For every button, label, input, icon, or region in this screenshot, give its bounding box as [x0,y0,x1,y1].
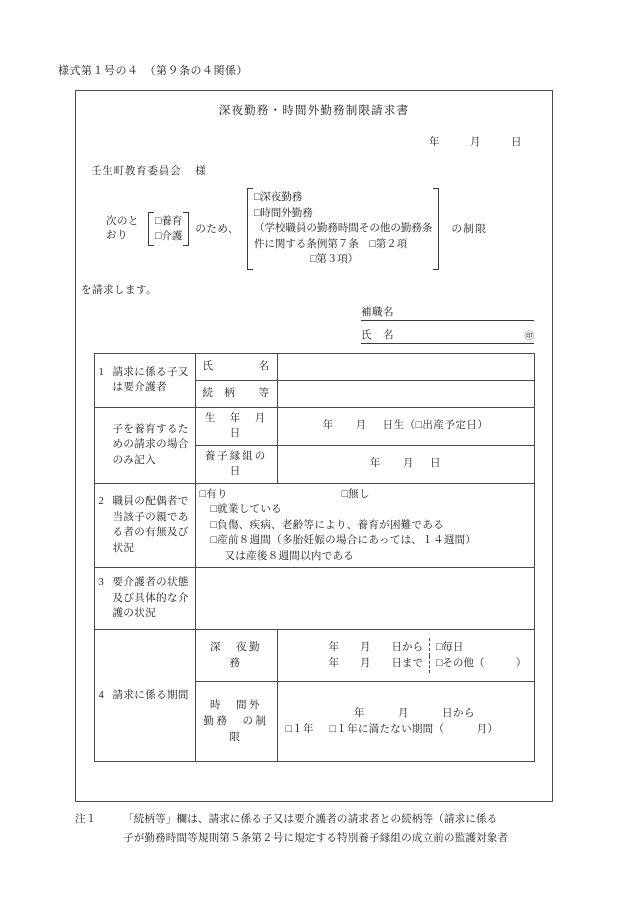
night-work-label [195,630,277,682]
overtime-option-one-year[interactable]: □１年 [285,723,314,735]
overtime-value-cell [277,682,534,762]
night-to-line[interactable]: 年 月 日まで [328,657,423,669]
row1b-header-label: 子を養育するための請求の場合のみ記入 [112,423,189,466]
spouse-presence-row [200,487,530,503]
night-option-other[interactable]: □その他（ ） [430,656,534,674]
date-month-label: 月 [470,137,481,148]
row3-value[interactable] [195,568,534,630]
birth-day-suffix[interactable]: 日生（□出産予定日） [382,420,489,432]
target-ordinance-line1: （学校職員の勤務時間その他の勤務条 [253,223,433,234]
overtime-label [195,682,282,762]
adopt-day-label: 日 [430,458,441,470]
form-code: 様式第１号の４ （第９条の４関係） [58,65,248,77]
footnotes [75,810,575,848]
target-ordinance-line2[interactable]: 件に関する条例第７条 □第２項 [253,238,408,250]
spouse-option-no[interactable]: □無し [341,488,370,500]
spouse-option-yes[interactable]: □有り [199,488,228,500]
spouse-option-difficulty[interactable]: □負傷、疾病、老齢等により、養育が困難である [210,519,444,531]
name-label: 氏 名 [361,329,394,341]
row4-header-cell [94,630,195,762]
row1-header-label: 請求に係る子又は要介護者 [112,366,189,393]
addressee-honorific: 様 [195,166,207,177]
row1-sub1-value[interactable] [277,353,534,380]
request-clause [76,188,552,270]
date-line [76,134,552,149]
document-title: 深夜勤務・時間外勤務制限請求書 [218,105,410,117]
night-from-line[interactable]: 年 月 日から [328,642,423,653]
row1b-sub1-value[interactable] [277,407,534,445]
name-field-row[interactable] [361,330,534,344]
night-work-label-text: 深 夜勤 務 [210,641,275,669]
row3-number: 3 [98,577,105,589]
overtime-option-less-than-year[interactable]: □１年に満たない期間（ 月） [329,723,499,735]
position-label: 補職名 [361,306,394,318]
reason-bracket [148,212,189,246]
target-ordinance-line3[interactable]: □第３項） [309,254,359,265]
footnote-1-line1: 「続柄等」欄は、請求に係る子又は要介護者の請求者との続柄等（請求に係る [123,814,498,825]
clause-for-text: のため、 [195,224,239,236]
addressee [76,163,552,178]
footnote-1-line2: 子が勤務時間等規則第５条第２号に規定する特別養子縁組の成立前の監護対象者 [123,833,509,844]
row1-header-cell [94,353,195,407]
target-bracket [247,188,440,270]
overtime-label-text: 時 間外 勤務 の制 限 [203,699,282,743]
table-row-care-status [94,568,534,630]
adopt-year-label: 年 [370,458,381,470]
row1b-sub1-label [195,407,280,445]
row1-sub2-label-right: 等 [258,387,270,399]
date-year-label: 年 [429,137,440,148]
table-row-spouse [94,483,534,568]
table-row-period-night [94,630,534,682]
row1-sub1-label [195,353,277,380]
row1b-header-cell [94,407,195,483]
target-option-overtime[interactable]: □時間外勤務 [253,207,313,219]
form-sheet [75,90,553,802]
row1-sub2-label-left: 続 柄 [202,387,236,399]
seal-icon: ㊞ [524,331,534,342]
row1-sub2-value[interactable] [277,380,534,407]
clause-lead-line1: 次のと [106,215,139,227]
row3-header-label: 要介護者の状態及び具体的な介護の状況 [112,577,189,620]
row1b-sub1-label-text: 生 年 月 日 [204,412,280,439]
addressee-name: 壬生町教育委員会 [91,166,182,177]
row1b-number-spacer [99,422,108,469]
row1-sub1-label-right: 名 [258,360,270,372]
reason-option-kaigo[interactable]: □介護 [155,230,183,242]
spouse-option-employed[interactable]: □就業している [210,504,282,515]
reason-option-youiku[interactable]: □養育 [155,215,183,227]
row2-options-cell [195,483,534,568]
clause-lead [106,215,146,243]
adopt-month-label: 月 [403,458,414,470]
row4-header-label: 請求に係る期間 [112,689,189,701]
overtime-options-row [282,722,530,738]
closing-text: を請求します。 [81,284,158,296]
night-option-daily[interactable]: □毎日 [430,638,534,656]
signature-block [76,307,552,344]
row1-sub1-label-left: 氏 [202,360,214,372]
birth-year-label: 年 [322,420,334,432]
row1b-sub2-label-text: 養子縁組の日 [204,450,268,477]
spouse-option-postnatal: 又は産後８週間以内である [224,550,355,562]
form-table [94,353,535,763]
row1-number: 1 [98,366,105,378]
birth-month-label: 月 [355,420,367,432]
row1b-sub2-value[interactable] [277,445,534,483]
clause-lead-line2: おり [106,229,128,241]
row2-header-cell [94,483,195,568]
table-row-child-name [94,353,534,380]
row2-number: 2 [98,496,105,508]
row1b-sub2-label [195,445,277,483]
target-option-night[interactable]: □深夜勤務 [253,192,303,203]
clause-restriction: の制限 [451,224,488,236]
night-work-value-cell [277,630,534,682]
position-field-row[interactable] [361,307,534,321]
footnote-1 [75,810,575,829]
date-day-label: 日 [511,137,522,148]
row1-sub2-label [195,380,277,407]
row4-number: 4 [98,689,105,701]
footnote-1-tag: 注１ [75,814,97,825]
row2-header-label: 職員の配偶者で当該子の親である者の有無及び状況 [112,496,189,554]
spouse-option-prenatal[interactable]: □産前８週間（多胎妊娠の場合にあっては、１４週間） [210,535,477,546]
row3-header-cell [94,568,195,630]
table-row-birthdate [94,407,534,445]
overtime-from-line[interactable]: 年 月 日から [354,708,475,719]
